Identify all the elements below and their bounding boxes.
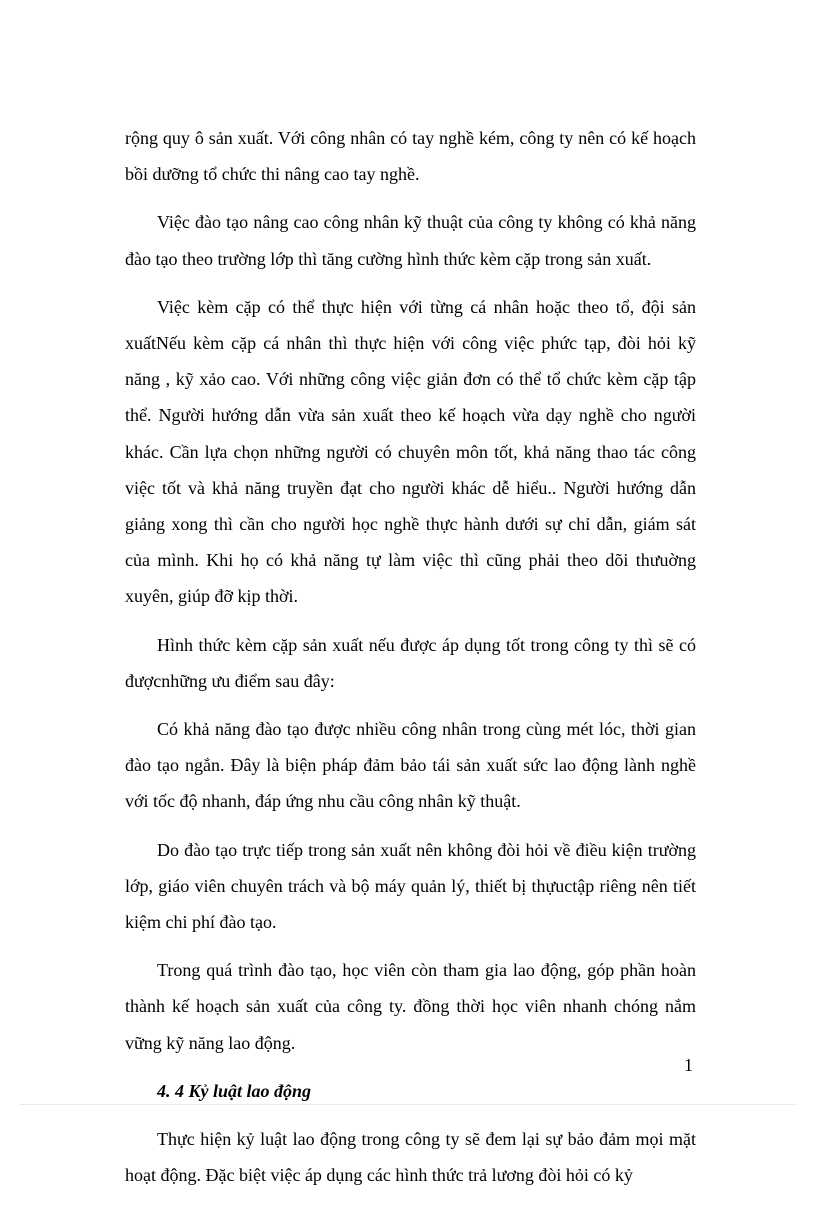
section-heading: 4. 4 Kỷ luật lao động xyxy=(157,1080,312,1101)
page-number: 1 xyxy=(684,1055,693,1075)
page-bottom-divider xyxy=(20,1104,796,1105)
paragraph-benefit-many-workers: Có khả năng đào tạo được nhiều công nhân trong cùng mét lóc, thời gian đào tạo ngắn. Đây là biện pháp đảm bảo tái sản xuất sức lao động lành nghề với tốc độ nhanh, đáp ứng nhu cầu công nhân kỹ thuật. xyxy=(125,719,696,812)
paragraph-benefit-production: Trong quá trình đào tạo, học viên còn tham gia lao động, góp phần hoàn thành kế hoạch sản xuất của công ty. đồng thời học viên nhanh chóng nắm vững kỹ năng lao động. xyxy=(125,960,696,1053)
paragraph-mentoring: Việc kèm cặp có thể thực hiện với từng cá nhân hoặc theo tổ, đội sản xuấtNếu kèm cặp cá nhân thì thực hiện với công việc phức tạp, đòi hỏi kỹ năng , kỹ xảo cao. Với những công việc giản đơn có thể tổ chức kèm cặp tập thể. Người hướng dẫn vừa sản xuất theo kế hoạch vừa dạy nghề cho người khác. Cần lựa chọn những người có chuyên môn tốt, khả năng thao tác công việc tốt và khả năng truyền đạt cho người khác dễ hiểu.. Người hướng dẫn giảng xong thì cần cho người học nghề thực hành dưới sự chỉ dẫn, giám sát của mình. Khi họ có khả năng tự làm việc thì cũng phải theo dõi thưuờng xuyên, giúp đỡ kịp thời. xyxy=(125,296,696,607)
paragraph-benefit-cost-saving: Do đào tạo trực tiếp trong sản xuất nên không đòi hỏi về điều kiện trường lớp, giáo viên chuyên trách và bộ máy quản lý, thiết bị thựuctập riêng nên tiết kiệm chi phí đào tạo. xyxy=(125,839,696,933)
paragraph-continuation: rộng quy ô sản xuất. Với công nhân có tay nghề kém, công ty nên có kế hoạch bồi dưỡng tổ chức thi nâng cao tay nghề. xyxy=(125,128,696,185)
paragraph-training-method: Việc đào tạo nâng cao công nhân kỹ thuật của công ty không có khả năng đào tạo theo trường lớp thì tăng cường hình thức kèm cặp trong sản xuất. xyxy=(125,212,696,269)
paragraph-mentoring-benefits-intro: Hình thức kèm cặp sản xuất nếu được áp dụng tốt trong công ty thì sẽ có đượcnhững ưu điểm sau đây: xyxy=(125,634,696,691)
page-body xyxy=(125,120,696,1205)
paragraph-labor-discipline: Thực hiện kỷ luật lao động trong công ty sẽ đem lại sự bảo đảm mọi mặt hoạt động. Đặc biệt việc áp dụng các hình thức trả lương đòi hỏi có kỷ xyxy=(125,1129,696,1186)
